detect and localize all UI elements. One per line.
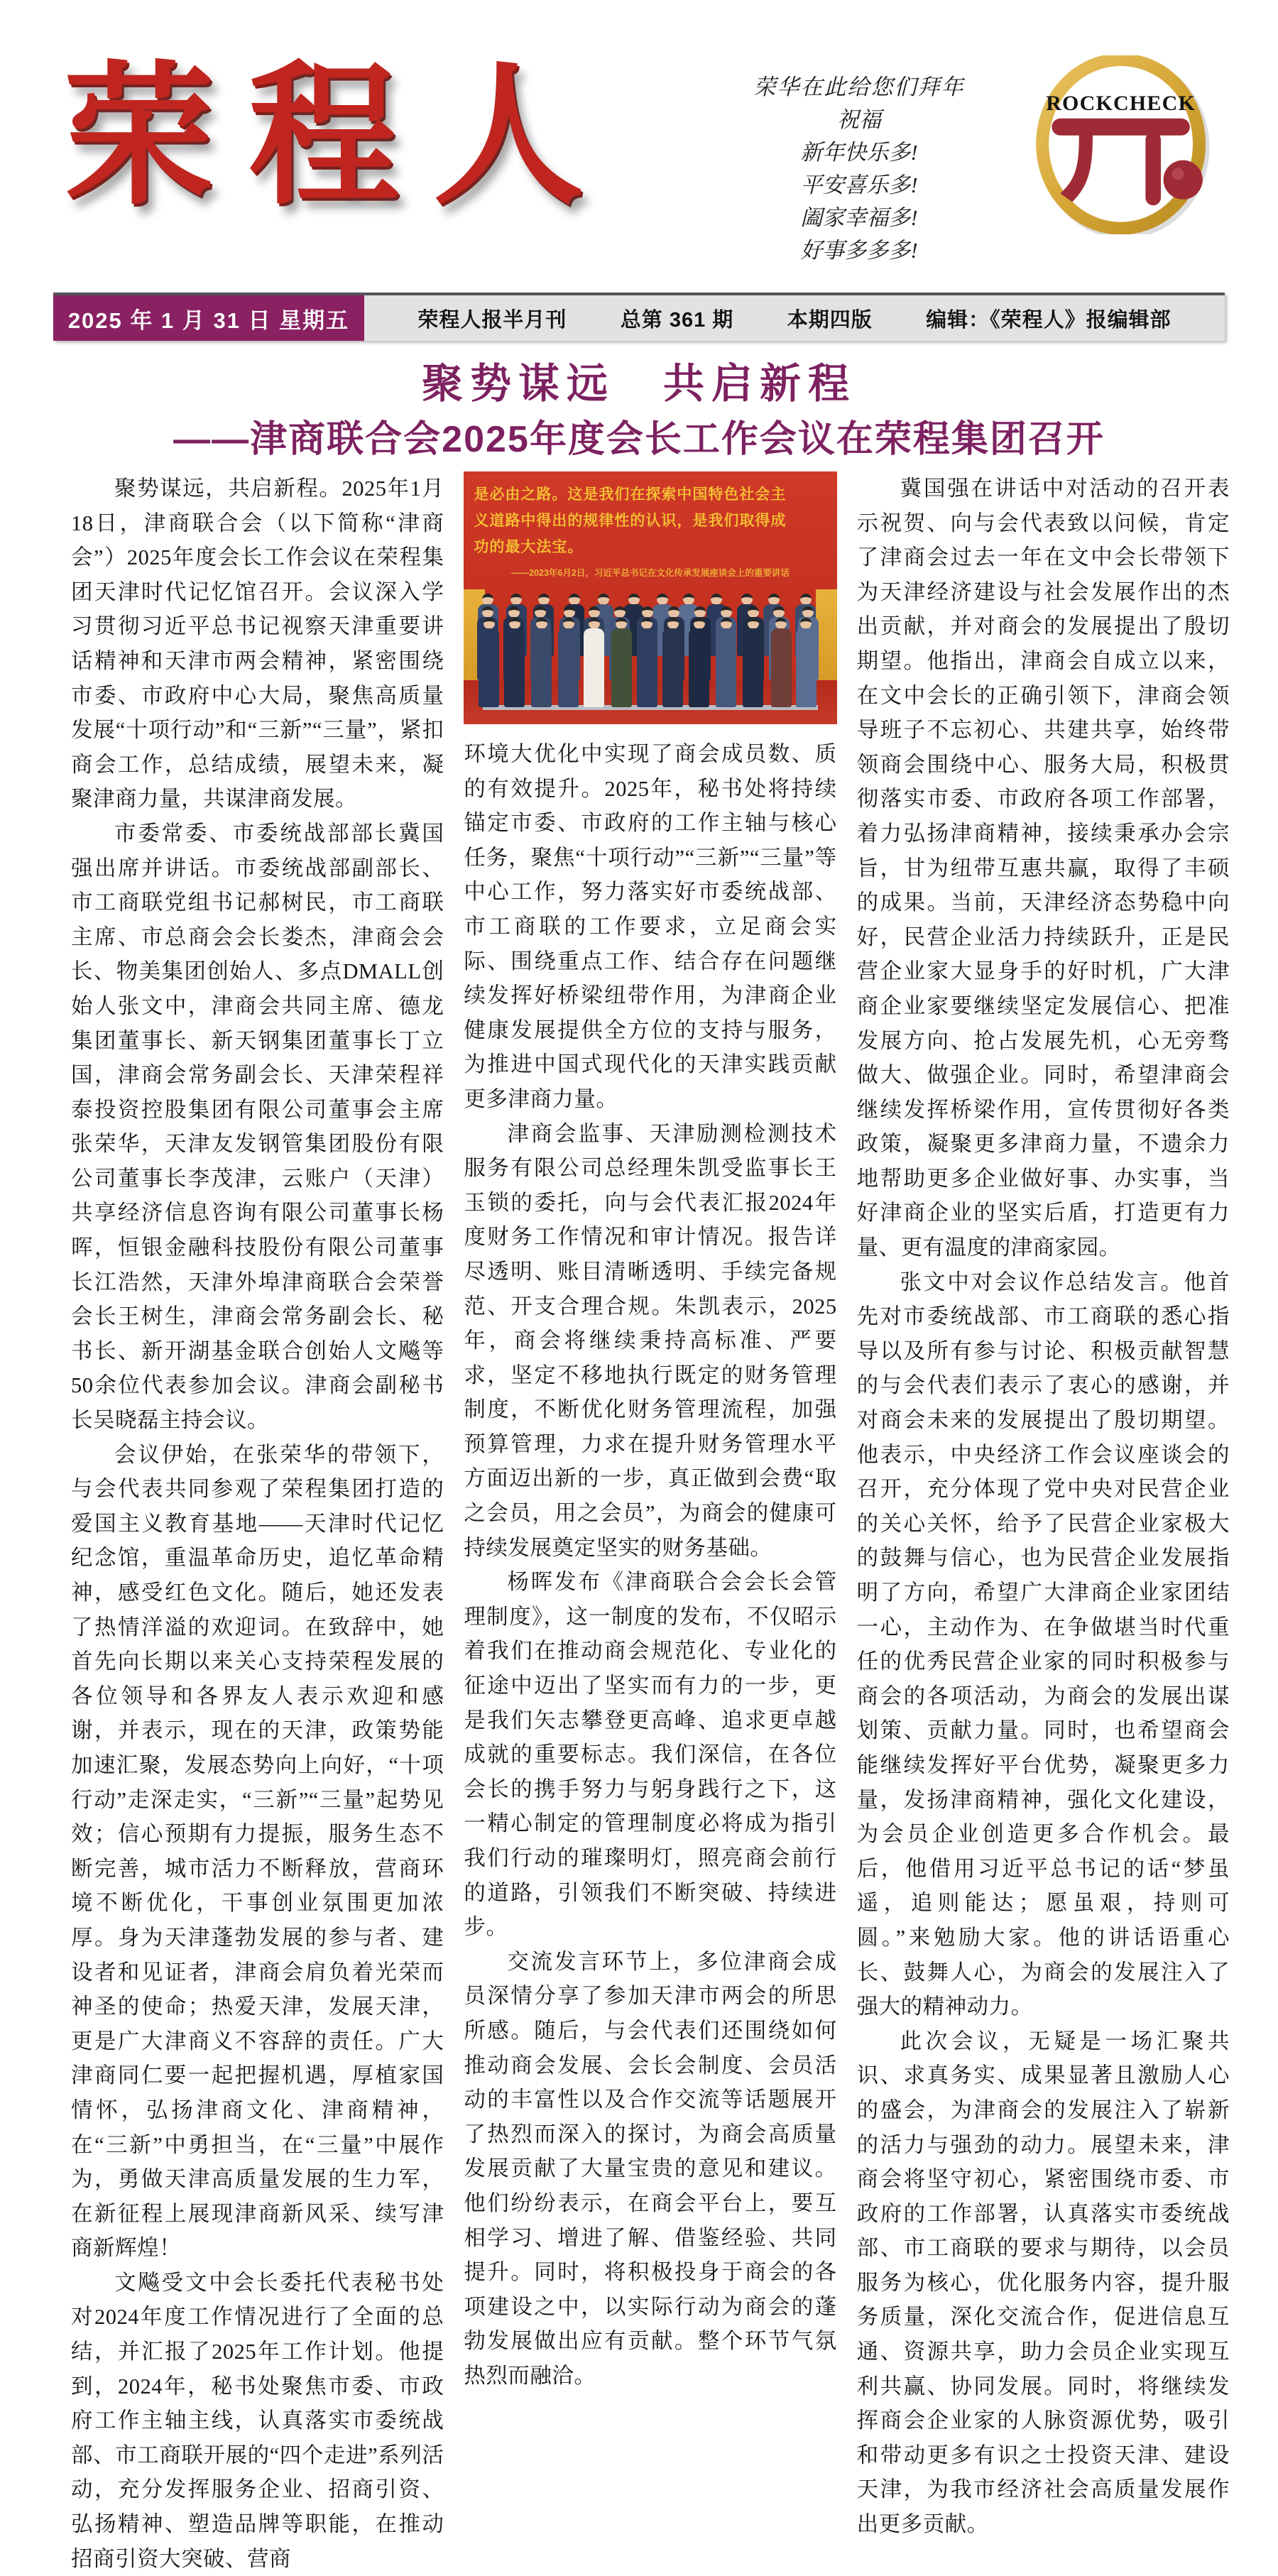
person-body xyxy=(771,628,792,707)
person-body xyxy=(504,628,525,707)
photo-banner-line: 义道路中得出的规律性的认识，是我们取得成 xyxy=(474,513,787,529)
person-silhouette xyxy=(716,618,736,707)
person-head xyxy=(667,618,679,629)
person-silhouette xyxy=(689,618,709,707)
person-body xyxy=(716,628,736,707)
article-columns xyxy=(71,471,1230,2576)
greeting-wish: 阖家幸福多! xyxy=(800,205,918,230)
person-head xyxy=(482,594,493,605)
masthead xyxy=(64,50,1225,284)
photo-banner-line: 是必由之路。这是我们在探索中国特色社会主 xyxy=(474,486,787,503)
publication-name: 荣程人报半月刊 xyxy=(417,308,567,332)
headline-primary: 聚势谋远 共启新程 xyxy=(421,361,856,407)
date-box: 2025 年 1 月 31 日 星期五 xyxy=(53,295,364,341)
greeting-wish: 平安喜乐多! xyxy=(800,173,918,197)
group-photo xyxy=(464,471,836,724)
person-body xyxy=(689,628,709,707)
person-head xyxy=(800,594,812,605)
publication-info-bar xyxy=(364,295,1225,341)
paragraph: 张文中对会议作总结发言。他首先对市委统战部、市工商联的悉心指导以及所有参与讨论、积极贡献智慧的与会代表们表示了衷心的感谢，并对商会未来的发展提出了殷切期望。他表示，中央经济工作会议座谈会的召开，充分体现了党中央对民营企业的关心关怀，给予了民营企业家极大的鼓舞与信心，也为民营企业发展指明了方向，希望广大津商企业家团结一心，主动作为、在争做堪当时代重任的优秀民营企业家的同时积极参与商会的各项活动，为商会的发展出谋划策、贡献力量。同时，也希望商会能继续发挥好平台优势，凝聚更多力量，发扬津商精神，强化文化建设，为会员企业创造更多合作机会。最后，他借用习近平总书记的话“梦虽遥，追则能达；愿虽艰，持则可圆。”来勉励大家。他的讲话语重心长、鼓舞人心，为商会的发展注入了强大的精神动力。 xyxy=(856,1270,1230,2019)
person-head xyxy=(683,594,694,605)
person-body xyxy=(796,628,816,707)
edition-count: 本期四版 xyxy=(787,308,873,332)
article-column-right xyxy=(857,471,1230,2576)
paragraph: 交流发言环节上，多位津商会成员深情分享了参加天津市两会的所思所感。随后，与会代表们还围绕如何推动商会发展、会长会制度、会员活动的丰富性以及合作交流等话题展开了热烈而深入的探讨，为商会高质量发展贡献了大量宝贵的意见和建议。他们纷纷表示，在商会平台上，要互相学习、增进了解、借鉴经验、共同提升。同时，将积极投身于商会的各项建设之中，以实际行动为商会的蓬勃发展做出应有贡献。整个环节气氛热烈而融洽。 xyxy=(464,1949,837,2388)
person-head xyxy=(668,606,679,618)
person-body xyxy=(558,628,579,707)
person-head xyxy=(616,618,627,629)
rockcheck-logo-svg xyxy=(1033,55,1212,234)
person-silhouette xyxy=(504,618,525,707)
person-head xyxy=(538,594,550,605)
person-head xyxy=(482,606,493,618)
person-head xyxy=(563,618,574,629)
person-head xyxy=(569,594,580,605)
person-silhouette xyxy=(584,618,604,707)
person-head xyxy=(748,606,759,618)
paragraph: 此次会议，无疑是一场汇聚共识、求真务实、成果显著且激励人心的盛会，为津商会的发展注入了崭新的活力与强劲的动力。展望未来，津商会将坚守初心，紧密围绕市委、市政府的工作部署，认真落实市委统战部、市工商联的要求与期待，以会员服务为核心，优化服务内容，提升服务质量，深化交流合作，促进信息互通、资源共享，助力会员企业实现互利共赢、协同发展。同时，将继续发挥商会企业家的人脉资源优势，吸引和带动更多有识之士投资天津、建设天津，为我市经济社会高质量发展作出更多贡献。 xyxy=(856,2029,1230,2537)
person-head xyxy=(800,618,812,629)
person-head xyxy=(694,606,706,618)
photo-people-group xyxy=(464,471,836,724)
paragraph: 冀国强在讲话中对活动的召开表示祝贺、向与会代表致以问候，肯定了津商会过去一年在文中会长带领下为天津经济建设与社会发展作出的杰出贡献，并对商会的发展提出了殷切期望。他指出，津商会自成立以来，在文中会长的正确引领下，津商会领导班子不忘初心、共建共享，始终带领商会围绕中心、服务大局，积极贯彻落实市委、市政府各项工作部署，着力弘扬津商精神，接续秉承办会宗旨，甘为纽带互惠共赢，取得了丰硕的成果。当前，天津经济态势稳中向好，民营企业活力持续跃升，正是民营企业家大显身手的好时机，广大津商企业家要继续坚定发展信心、把准发展方向、抢占发展先机，心无旁骛做大、做强企业。同时，希望津商会继续发挥桥梁作用，宣传贯彻好各类政策，凝聚更多津商力量，不遗余力地帮助更多企业做好事、办实事，当好津商企业的坚实后盾，打造更有力量、更有温度的津商家园。 xyxy=(856,476,1230,1260)
person-silhouette xyxy=(558,618,579,707)
person-head xyxy=(657,594,668,605)
person-silhouette xyxy=(743,618,763,707)
person-silhouette xyxy=(662,618,683,707)
article-column-left xyxy=(71,471,444,2576)
paragraph: 聚势谋远，共启新程。2025年1月18日，津商联合会（以下简称“津商会”）2025年度会长工作会议在荣程集团天津时代记忆馆召开。会议深入学习贯彻习近平总书记视察天津重要讲话精神和天津市两会精神，紧密围绕市委、市政府中心大局，聚焦高质量发展“十项行动”和“三新”“三量”，紧扣商会工作，总结成绩，展望未来，凝聚津商力量，共谋津商发展。 xyxy=(71,476,444,812)
person-head xyxy=(711,594,722,605)
paragraph: 津商会监事、天津励测检测技术服务有限公司总经理朱凯受监事长王玉锁的委托，向与会代表汇报2024年度财务工作情况和审计情况。报告详尽透明、账目清晰透明、手续完备规范、开支合理合规。朱凯表示，2025年，商会将继续秉持高标准、严要求，坚定不移地执行既定的财务管理制度，不断优化财务管理流程，加强预算管理，力求在提升财务管理水平方面迈出新的一步，真正做到会费“取之会员，用之会员”，为商会的健康可持续发展奠定坚实的财务基础。 xyxy=(464,1121,837,1560)
person-head xyxy=(484,618,495,629)
greeting-wish: 新年快乐多! xyxy=(800,140,918,165)
person-body xyxy=(584,628,604,707)
paragraph: 会议伊始，在张荣华的带领下，与会代表共同参观了荣程集团打造的爱国主义教育基地——天津时代记忆纪念馆，重温革命历史，追忆革命精神，感受红色文化。随后，她还发表了热情洋溢的欢迎词。在致辞中，她首先向长期以来关心支持荣程发展的各位领导和各界友人表示欢迎和感谢，并表示，现在的天津，政策势能加速汇聚，发展态势向上向好，“十项行动”走深走实，“三新”“三量”起势见效；信心预期有力提振，服务生态不断完善，城市活力不断释放，营商环境不断优化，干事创业氛围更加浓厚。身为天津蓬勃发展的参与者、建设者和见证者，津商会肩负着光荣而神圣的使命；热爱天津，发展天津，更是广大津商义不容辞的责任。广大津商同仁要一起把握机遇，厚植家国情怀，弘扬津商文化、津商精神，在“三新”中勇担当，在“三量”中展作为，勇做天津高质量发展的生力军，在新征程上展现津商新风采、续写津商新辉煌！ xyxy=(71,1442,444,2261)
person-head xyxy=(694,618,705,629)
person-head xyxy=(642,606,653,618)
person-head xyxy=(802,606,814,618)
person-head xyxy=(535,606,546,618)
editor-credit: 编辑：《荣程人》报编辑部 xyxy=(926,308,1172,332)
person-head xyxy=(589,606,600,618)
person-silhouette xyxy=(611,618,632,707)
issue-number: 总第 361 期 xyxy=(620,308,734,332)
person-head xyxy=(510,594,522,605)
greeting-line: 荣华在此给您们拜年 xyxy=(753,75,965,99)
person-head xyxy=(564,606,575,618)
person-head xyxy=(614,606,626,618)
person-head xyxy=(773,606,785,618)
paragraph: 市委常委、市委统战部部长冀国强出席并讲话。市委统战部副部长、市工商联党组书记郝树民，市工商联主席、市总商会会长娄杰，津商会会长、物美集团创始人、多点DMALL创始人张文中，津商会共同主席、德龙集团董事长、新天钢集团董事长丁立国，津商会常务副会长、天津荣程祥泰投资控股集团有限公司董事会主席张荣华，天津友发钢管集团股份有限公司董事长李茂津，云账户（天津）共享经济信息咨询有限公司董事长杨晖，恒银金融科技股份有限公司董事长江浩然，天津外埠津商联合会荣誉会长王树生，津商会常务副会长、秘书长、新开湖基金联合创始人文飚等50余位代表参加会议。津商会副秘书长吴晓磊主持会议。 xyxy=(71,821,444,1433)
photo-banner-caption: ——2023年6月2日，习近平总书记在文化传承发展座谈会上的重要讲话 xyxy=(511,568,790,578)
person-body xyxy=(479,628,499,707)
person-head xyxy=(641,618,652,629)
person-silhouette xyxy=(796,618,816,707)
headline-secondary: ——津商联合会2025年度会长工作会议在荣程集团召开 xyxy=(173,419,1105,460)
greeting-wish: 好事多多多! xyxy=(800,238,918,263)
person-body xyxy=(743,628,763,707)
person-body xyxy=(531,628,552,707)
person-body xyxy=(662,628,683,707)
article-column-middle xyxy=(464,471,836,2576)
paragraph: 文飚受文中会长委托代表秘书处对2024年度工作情况进行了全面的总结，并汇报了2025年工作计划。他提到，2024年，秘书处聚焦市委、市政府工作主轴主线，认真落实市委统战部、市工商联开展的“四个走进”系列活动，充分发挥服务企业、招商引资、弘扬精神、塑造品牌等职能，在推动招商引资大突破、营商 xyxy=(71,2270,444,2571)
person-head xyxy=(508,606,520,618)
person-silhouette xyxy=(771,618,792,707)
paragraph: 杨晖发布《津商联合会会长会管理制度》，这一制度的发布，不仅昭示着我们在推动商会规范化、专业化的征途中迈出了坚实而有力的一步，更是我们矢志攀登更高峰、追求更卓越成就的重要标志。我们深信，在各位会长的携手努力与躬身践行之下，这一精心制定的管理制度必将成为指引我们行动的璀璨明灯，照亮商会前行的道路，引领我们不断突破、持续进步。 xyxy=(464,1570,837,1940)
person-head xyxy=(589,618,600,629)
person-silhouette xyxy=(479,618,499,707)
person-head xyxy=(628,594,640,605)
new-year-greeting-block xyxy=(731,71,987,267)
person-silhouette xyxy=(531,618,552,707)
person-head xyxy=(748,618,759,629)
person-head xyxy=(509,618,520,629)
headline-block xyxy=(0,361,1278,462)
logo-brand-text: ROCKCHECK xyxy=(1046,91,1196,115)
rockcheck-logo-icon xyxy=(1033,55,1212,234)
person-head xyxy=(775,618,787,629)
person-silhouette xyxy=(637,618,657,707)
person-head xyxy=(768,594,780,605)
newspaper-title: 荣程人 xyxy=(64,52,618,223)
paragraph-continuation: 环境大优化中实现了商会成员数、质的有效提升。2025年，秘书处将持续锚定市委、市政府的工作主轴与核心任务，聚焦“十项行动”“三新”“三量”等中心工作，努力落实好市委统战部、市工商联的工作要求，立足商会实际、围绕重点工作、结合存在问题继续发挥好桥梁纽带作用，为津商企业健康发展提供全方位的支持与服务，为推进中国式现代化的天津实践贡献更多津商力量。 xyxy=(464,742,837,1111)
person-body xyxy=(637,628,657,707)
dateline-bar xyxy=(53,293,1225,341)
person-body xyxy=(611,628,632,707)
person-head xyxy=(598,594,609,605)
greeting-line: 祝福 xyxy=(837,107,881,132)
person-head xyxy=(536,618,547,629)
person-head xyxy=(721,606,732,618)
person-head xyxy=(741,594,753,605)
photo-banner-line: 功的最大法宝。 xyxy=(474,539,584,555)
person-head xyxy=(721,618,732,629)
